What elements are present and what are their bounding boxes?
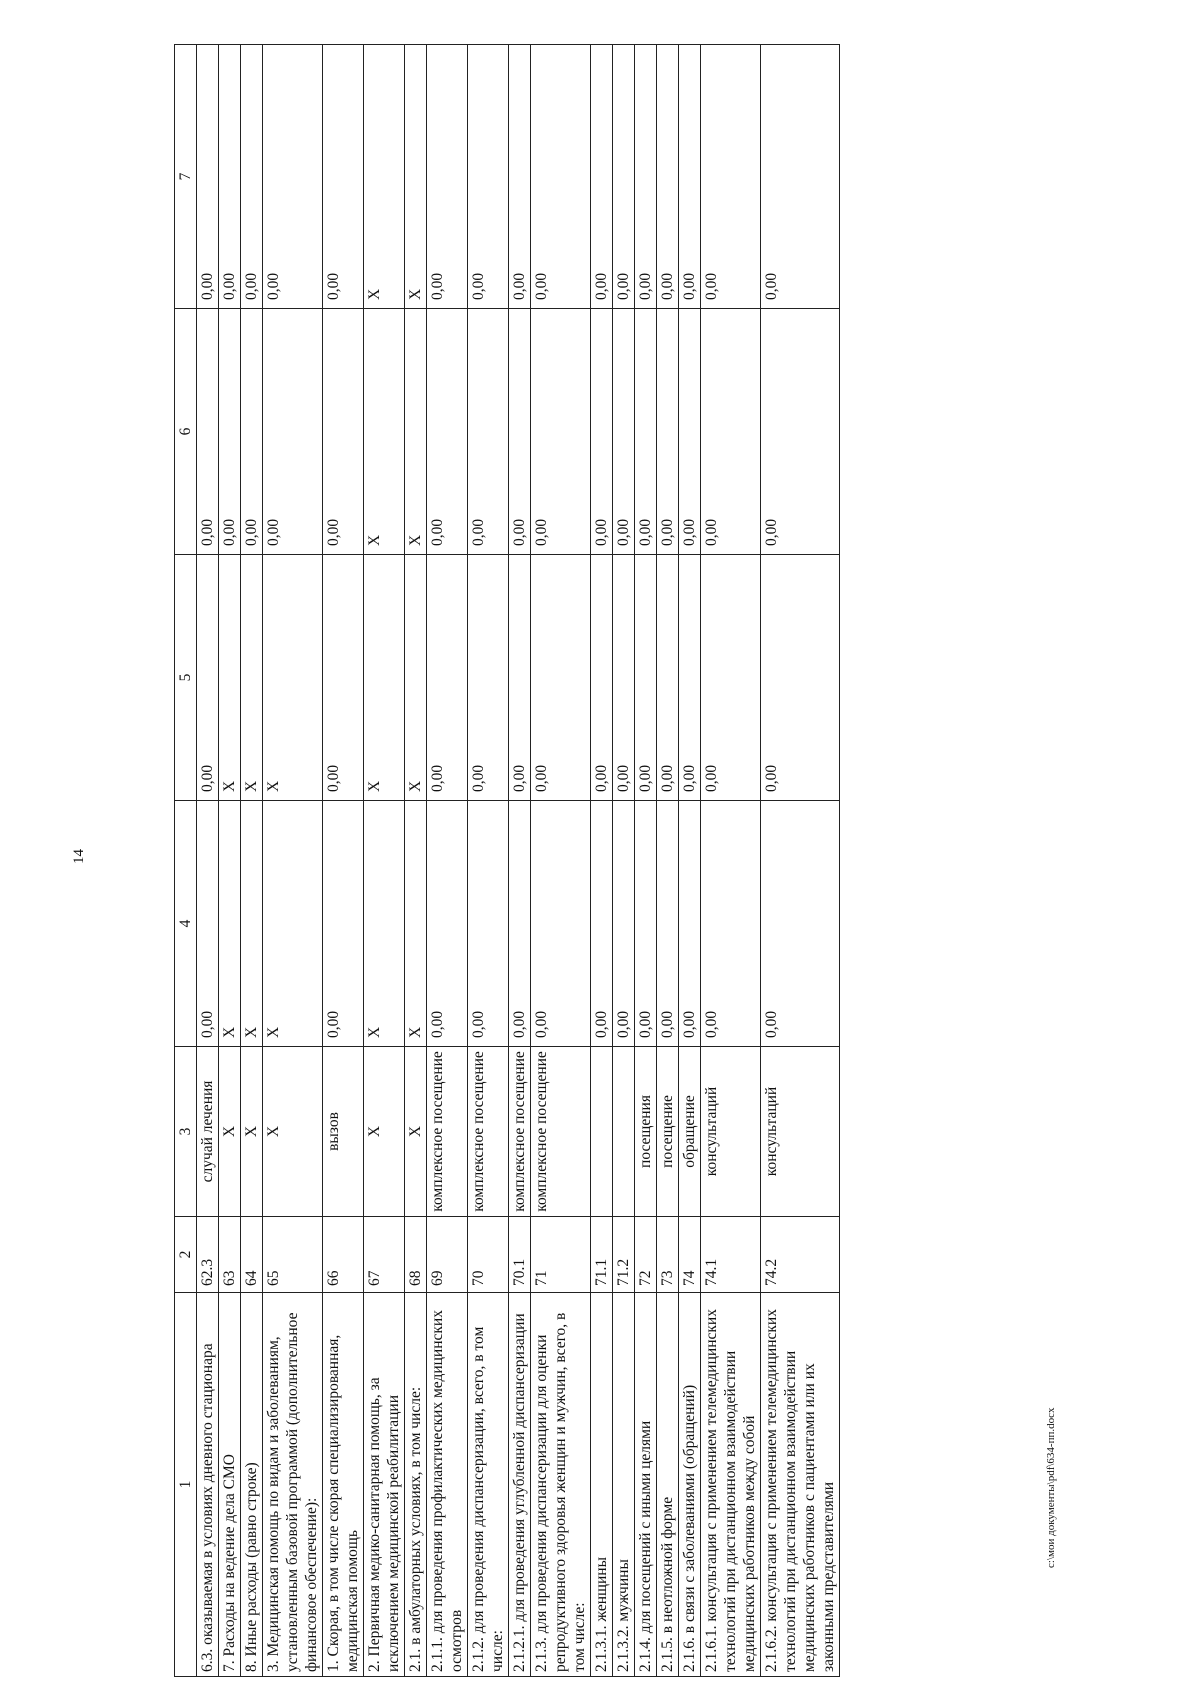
table-cell: 0,00 — [761, 801, 840, 1047]
table-cell: Х — [405, 801, 427, 1047]
table-cell: 63 — [219, 1217, 241, 1293]
table-cell: Х — [241, 801, 263, 1047]
header-row — [175, 45, 197, 1677]
table-cell: 0,00 — [468, 555, 509, 801]
table-cell: 70 — [468, 1217, 509, 1293]
table-cell: 0,00 — [761, 309, 840, 555]
table-row — [679, 45, 701, 1677]
table-cell: комплексное посещение — [509, 1047, 531, 1217]
table-cell: 0,00 — [701, 555, 761, 801]
table-cell: 64 — [241, 1217, 263, 1293]
table-cell: 0,00 — [241, 45, 263, 309]
table-row — [701, 45, 761, 1677]
table-cell: 0,00 — [591, 801, 613, 1047]
table-cell: 0,00 — [591, 309, 613, 555]
table-cell: Х — [263, 801, 323, 1047]
table-cell: 2.1.3.1. женщины — [591, 1293, 613, 1677]
table-cell: комплексное посещение — [427, 1047, 468, 1217]
table-cell: 0,00 — [197, 309, 219, 555]
table-cell: 0,00 — [701, 801, 761, 1047]
table-cell: посещения — [635, 1047, 657, 1217]
table-cell: 0,00 — [197, 801, 219, 1047]
header-cell: 3 — [175, 1047, 197, 1217]
table-cell: 2.1.2. для проведения диспансеризации, всего, в том числе: — [468, 1293, 509, 1677]
table-cell: 1. Скорая, в том числе скорая специализированная, медицинская помощь — [323, 1293, 364, 1677]
table-cell: 0,00 — [468, 309, 509, 555]
table-cell: комплексное посещение — [531, 1047, 591, 1217]
table-cell: 0,00 — [613, 309, 635, 555]
table-cell: 0,00 — [657, 801, 679, 1047]
table-cell: 68 — [405, 1217, 427, 1293]
header-cell: 4 — [175, 801, 197, 1047]
table-cell: 8. Иные расходы (равно строке) — [241, 1293, 263, 1677]
table-cell: 72 — [635, 1217, 657, 1293]
table-cell: 0,00 — [427, 801, 468, 1047]
table-cell: 66 — [323, 1217, 364, 1293]
table-cell — [613, 1047, 635, 1217]
table-cell: случай лечения — [197, 1047, 219, 1217]
table-cell: 6.3. оказываемая в условиях дневного стационара — [197, 1293, 219, 1677]
table-cell: 0,00 — [509, 555, 531, 801]
table-cell: 0,00 — [635, 801, 657, 1047]
table-cell: 0,00 — [613, 555, 635, 801]
table-cell: 0,00 — [531, 309, 591, 555]
table-cell: 0,00 — [219, 45, 241, 309]
table-row — [241, 45, 263, 1677]
table-cell: Х — [219, 555, 241, 801]
table-cell: 0,00 — [531, 801, 591, 1047]
table-cell: 0,00 — [509, 801, 531, 1047]
table-row — [591, 45, 613, 1677]
table-cell: 0,00 — [263, 45, 323, 309]
table-row — [613, 45, 635, 1677]
table-cell: 0,00 — [263, 309, 323, 555]
table-cell: 71 — [531, 1217, 591, 1293]
header-cell: 6 — [175, 309, 197, 555]
table-cell: Х — [364, 555, 405, 801]
table-cell: 0,00 — [635, 45, 657, 309]
table-cell: 0,00 — [509, 45, 531, 309]
table-cell: 3. Медицинская помощь по видам и заболеваниям, установленным базовой программой (дополнительное финансовое обеспечение): — [263, 1293, 323, 1677]
table-row — [263, 45, 323, 1677]
table-row — [657, 45, 679, 1677]
table-cell: 0,00 — [679, 555, 701, 801]
table-cell: Х — [364, 1047, 405, 1217]
table-row — [427, 45, 468, 1677]
table-cell: Х — [219, 801, 241, 1047]
table-cell: 0,00 — [657, 309, 679, 555]
table-cell: 0,00 — [657, 45, 679, 309]
table-cell: Х — [405, 45, 427, 309]
table-row — [323, 45, 364, 1677]
table-row — [531, 45, 591, 1677]
table-cell: 69 — [427, 1217, 468, 1293]
table-cell: 0,00 — [323, 45, 364, 309]
table-cell: 0,00 — [468, 45, 509, 309]
table-cell: 0,00 — [531, 45, 591, 309]
table-cell: 2.1.4. для посещений с иными целями — [635, 1293, 657, 1677]
table-cell: 71.2 — [613, 1217, 635, 1293]
table-cell: 0,00 — [657, 555, 679, 801]
table-cell: 70.1 — [509, 1217, 531, 1293]
table-cell: 0,00 — [219, 309, 241, 555]
table-cell: 0,00 — [613, 45, 635, 309]
table-container — [174, 45, 961, 1677]
table-cell: 73 — [657, 1217, 679, 1293]
table-cell: Х — [241, 555, 263, 801]
table-cell: 0,00 — [427, 309, 468, 555]
table-cell: 0,00 — [761, 555, 840, 801]
page-number: 14 — [71, 849, 87, 864]
table-cell: 2.1.6.1. консультация с применением телемедицинских технологий при дистанционном взаимодействии медицинских работников между собой — [701, 1293, 761, 1677]
table-cell: Х — [263, 555, 323, 801]
table-cell: 0,00 — [591, 45, 613, 309]
table-cell: Х — [263, 1047, 323, 1217]
header-cell: 5 — [175, 555, 197, 801]
table-cell: 7. Расходы на ведение дела СМО — [219, 1293, 241, 1677]
table-cell: 0,00 — [679, 801, 701, 1047]
table-row — [509, 45, 531, 1677]
table-cell: посещение — [657, 1047, 679, 1217]
table-cell: 0,00 — [635, 309, 657, 555]
header-cell: 1 — [175, 1293, 197, 1677]
table-row — [364, 45, 405, 1677]
table-cell: консультаций — [701, 1047, 761, 1217]
table-cell: 0,00 — [323, 309, 364, 555]
data-table — [174, 44, 840, 1677]
table-cell — [591, 1047, 613, 1217]
table-cell: 0,00 — [197, 45, 219, 309]
table-cell: 0,00 — [509, 309, 531, 555]
table-row — [761, 45, 840, 1677]
table-cell: 2.1.2.1. для проведения углубленной диспансеризации — [509, 1293, 531, 1677]
table-cell: 0,00 — [679, 45, 701, 309]
table-cell: 0,00 — [197, 555, 219, 801]
table-cell: 2.1.6.2. консультация с применением телемедицинских технологий при дистанционном взаимодействии медицинских работников с пациентами или их законными представителями — [761, 1293, 840, 1677]
table-cell: вызов — [323, 1047, 364, 1217]
table-cell: Х — [364, 801, 405, 1047]
footer-file-path: c:\мои документы\pdf\634-пп.docx — [1045, 1407, 1057, 1568]
table-cell: 74.1 — [701, 1217, 761, 1293]
table-cell: консультаций — [761, 1047, 840, 1217]
table-cell: 0,00 — [761, 45, 840, 309]
table-cell: 2. Первичная медико-санитарная помощь, за исключением медицинской реабилитации — [364, 1293, 405, 1677]
table-row — [219, 45, 241, 1677]
table-cell: 67 — [364, 1217, 405, 1293]
table-cell: 0,00 — [701, 309, 761, 555]
table-cell: 2.1.3.2. мужчины — [613, 1293, 635, 1677]
table-cell: 2.1.1. для проведения профилактических медицинских осмотров — [427, 1293, 468, 1677]
table-cell: Х — [241, 1047, 263, 1217]
table-cell: комплексное посещение — [468, 1047, 509, 1217]
table-cell: 74 — [679, 1217, 701, 1293]
table-cell: 0,00 — [679, 309, 701, 555]
table-cell: 0,00 — [468, 801, 509, 1047]
table-cell: 0,00 — [427, 555, 468, 801]
table-cell: 0,00 — [531, 555, 591, 801]
header-cell: 7 — [175, 45, 197, 309]
table-cell: 0,00 — [323, 801, 364, 1047]
table-cell: 2.1. в амбулаторных условиях, в том числе: — [405, 1293, 427, 1677]
table-cell: 0,00 — [241, 309, 263, 555]
table-cell: 71.1 — [591, 1217, 613, 1293]
table-cell: 0,00 — [701, 45, 761, 309]
table-cell: 0,00 — [591, 555, 613, 801]
table-cell: 0,00 — [613, 801, 635, 1047]
header-cell: 2 — [175, 1217, 197, 1293]
table-cell: 65 — [263, 1217, 323, 1293]
table-cell: Х — [405, 555, 427, 801]
table-row — [635, 45, 657, 1677]
table-cell: Х — [364, 45, 405, 309]
table-cell: Х — [219, 1047, 241, 1217]
table-cell: 2.1.6. в связи с заболеваниями (обращений) — [679, 1293, 701, 1677]
table-cell: 0,00 — [427, 45, 468, 309]
table-cell: 0,00 — [635, 555, 657, 801]
table-cell: Х — [364, 309, 405, 555]
table-cell: обращение — [679, 1047, 701, 1217]
table-cell: 62.3 — [197, 1217, 219, 1293]
table-row — [197, 45, 219, 1677]
table-cell: 74.2 — [761, 1217, 840, 1293]
table-cell: Х — [405, 1047, 427, 1217]
table-cell: 0,00 — [323, 555, 364, 801]
table-cell: 2.1.5. в неотложной форме — [657, 1293, 679, 1677]
table-cell: Х — [405, 309, 427, 555]
table-cell: 2.1.3. для проведения диспансеризации для оценки репродуктивного здоровья женщин и мужчин, всего, в том числе: — [531, 1293, 591, 1677]
table-row — [405, 45, 427, 1677]
table-row — [468, 45, 509, 1677]
